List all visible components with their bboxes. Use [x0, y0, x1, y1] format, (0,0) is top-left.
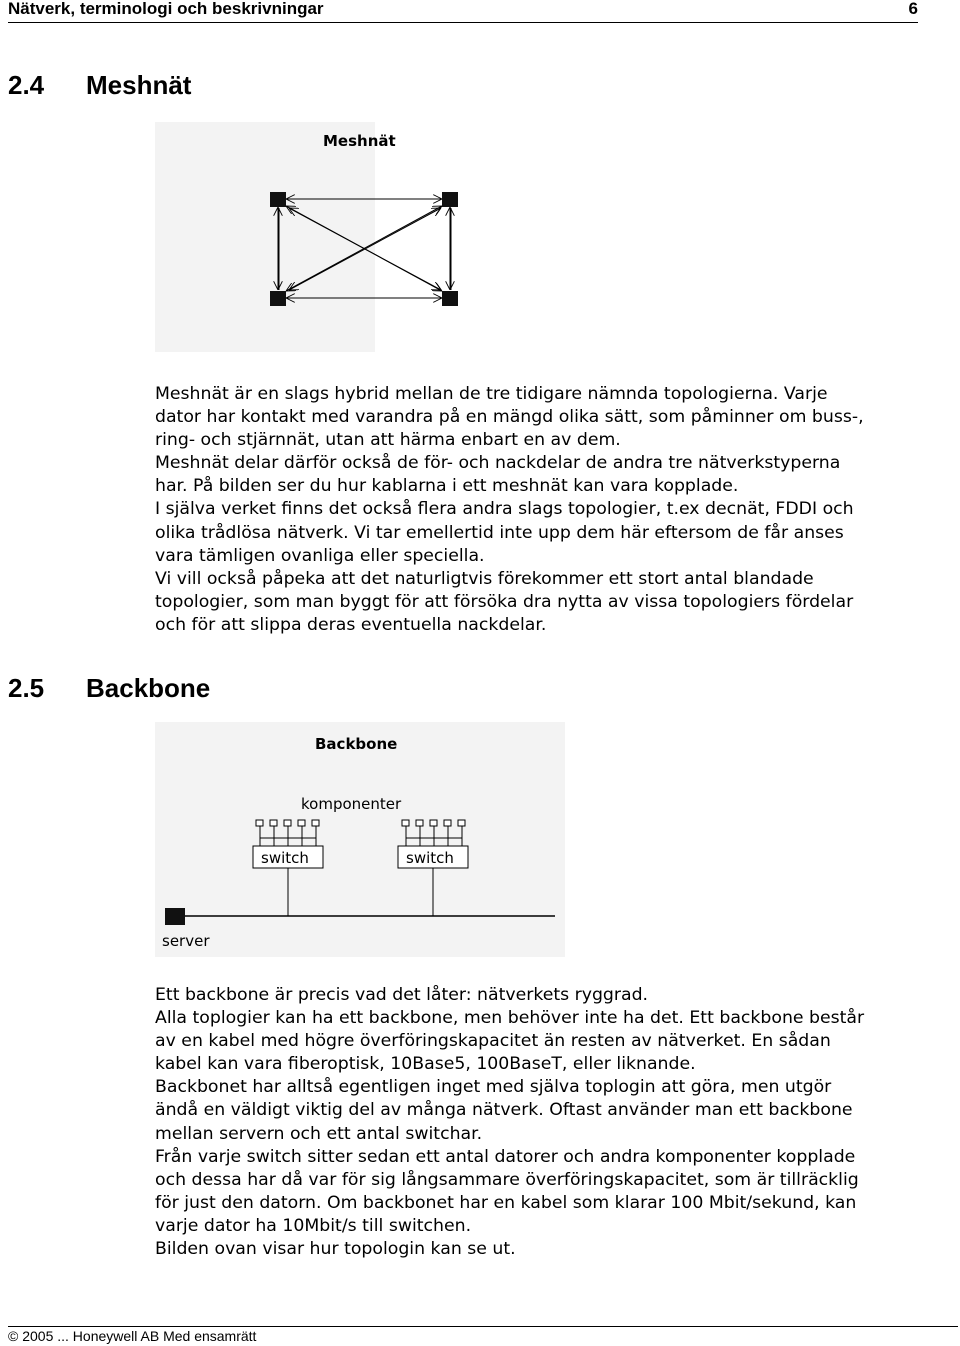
- text-line: I själva verket finns det också flera andra slags topologier, t.ex decnät, FDDI och: [155, 499, 854, 520]
- page-number: 6: [908, 0, 918, 18]
- text-line: vara tämligen ovanliga eller speciella.: [155, 545, 485, 566]
- component-port: [402, 820, 409, 826]
- component-port: [298, 820, 305, 826]
- text-line: Backbonet har alltså egentligen inget med själva toplogin att göra, men utgör: [155, 1077, 832, 1098]
- components-label: komponenter: [301, 795, 402, 813]
- component-port: [312, 820, 319, 826]
- text-line: för just den datorn. Om backbonet har en kabel som klarar 100 Mbit/sekund, kan: [155, 1192, 857, 1213]
- text-line: Bilden ovan visar hur topologin kan se ut.: [155, 1239, 516, 1260]
- component-port: [284, 820, 291, 826]
- text-line: varje dator ha 10Mbit/s till switchen.: [155, 1215, 472, 1236]
- text-line: av en kabel med högre överföringskapacitet än resten av nätverket. En sådan: [155, 1031, 831, 1052]
- text-line: dator har kontakt med varandra på en mängd olika sätt, som påminner om buss-,: [155, 407, 864, 428]
- text-line: Ett backbone är precis vad det låter: nätverkets ryggrad.: [155, 985, 649, 1005]
- text-line: mellan servern och ett antal switchar.: [155, 1123, 483, 1144]
- backbone-diagram: [155, 722, 565, 957]
- figure-title: Meshnät: [323, 132, 396, 150]
- figure-background: [155, 722, 565, 957]
- section-number: 2.4: [8, 70, 45, 100]
- section-title: Meshnät: [86, 70, 192, 100]
- server-label: server: [162, 932, 210, 950]
- page-footer: [8, 1326, 958, 1344]
- component-port: [430, 820, 437, 826]
- text-line: och för att slippa deras eventuella nackdelar.: [155, 614, 547, 635]
- text-line: Meshnät delar därför också de för- och nackdelar de andra tre nätverkstyperna: [155, 453, 841, 474]
- copyright-text: © 2005 ... Honeywell AB Med ensamrätt: [8, 1328, 257, 1344]
- text-line: kabel kan vara fiberoptisk, 10Base5, 100BaseT, eller liknande.: [155, 1054, 696, 1075]
- switch-label-right: switch: [406, 849, 454, 867]
- text-line: ändå en väldigt viktig del av många nätverk. Oftast använder man ett backbone: [155, 1100, 853, 1121]
- component-port: [270, 820, 277, 826]
- component-port: [458, 820, 465, 826]
- text-line: topologier, som man byggt för att försöka dra nytta av vissa topologiers fördelar: [155, 591, 854, 612]
- component-port: [444, 820, 451, 826]
- section-number: 2.5: [8, 673, 45, 703]
- section-title: Backbone: [86, 673, 211, 703]
- text-line: Vi vill också påpeka att det naturligtvis förekommer ett stort antal blandade: [155, 568, 814, 589]
- component-port: [416, 820, 423, 826]
- text-line: och dessa har då var för sig långsammare överföringskapacitet, som är tillräcklig: [155, 1169, 859, 1190]
- mesh-node-bottom-right: [442, 291, 458, 306]
- heading-backbone: [8, 673, 210, 704]
- figure-title: Backbone: [315, 735, 398, 753]
- text-line: Från varje switch sitter sedan ett antal datorer och andra komponenter kopplade: [155, 1146, 856, 1167]
- mesh-node-top-right: [442, 192, 458, 207]
- mesh-node-top-left: [270, 192, 286, 207]
- text-line: Meshnät är en slags hybrid mellan de tre tidigare nämnda topologierna. Varje: [155, 384, 828, 404]
- switch-label-left: switch: [261, 849, 309, 867]
- text-line: Alla toplogier kan ha ett backbone, men behöver inte ha det. Ett backbone består: [155, 1008, 865, 1029]
- text-line: ring- och stjärnnät, utan att härma enbart en av dem.: [155, 430, 621, 451]
- mesh-links-overlay: [0, 0, 960, 400]
- document-title: Nätverk, terminologi och beskrivningar: [8, 0, 324, 18]
- server-node: [165, 908, 185, 925]
- backbone-paragraph: [155, 984, 955, 1261]
- component-port: [256, 820, 263, 826]
- mesh-paragraph: [155, 383, 955, 637]
- mesh-node-bottom-left: [270, 291, 286, 306]
- text-line: har. På bilden ser du hur kablarna i ett meshnät kan vara kopplade.: [155, 476, 739, 497]
- text-line: olika trådlösa nätverk. Vi tar emellertid inte upp dem här eftersom de får anses: [155, 522, 844, 543]
